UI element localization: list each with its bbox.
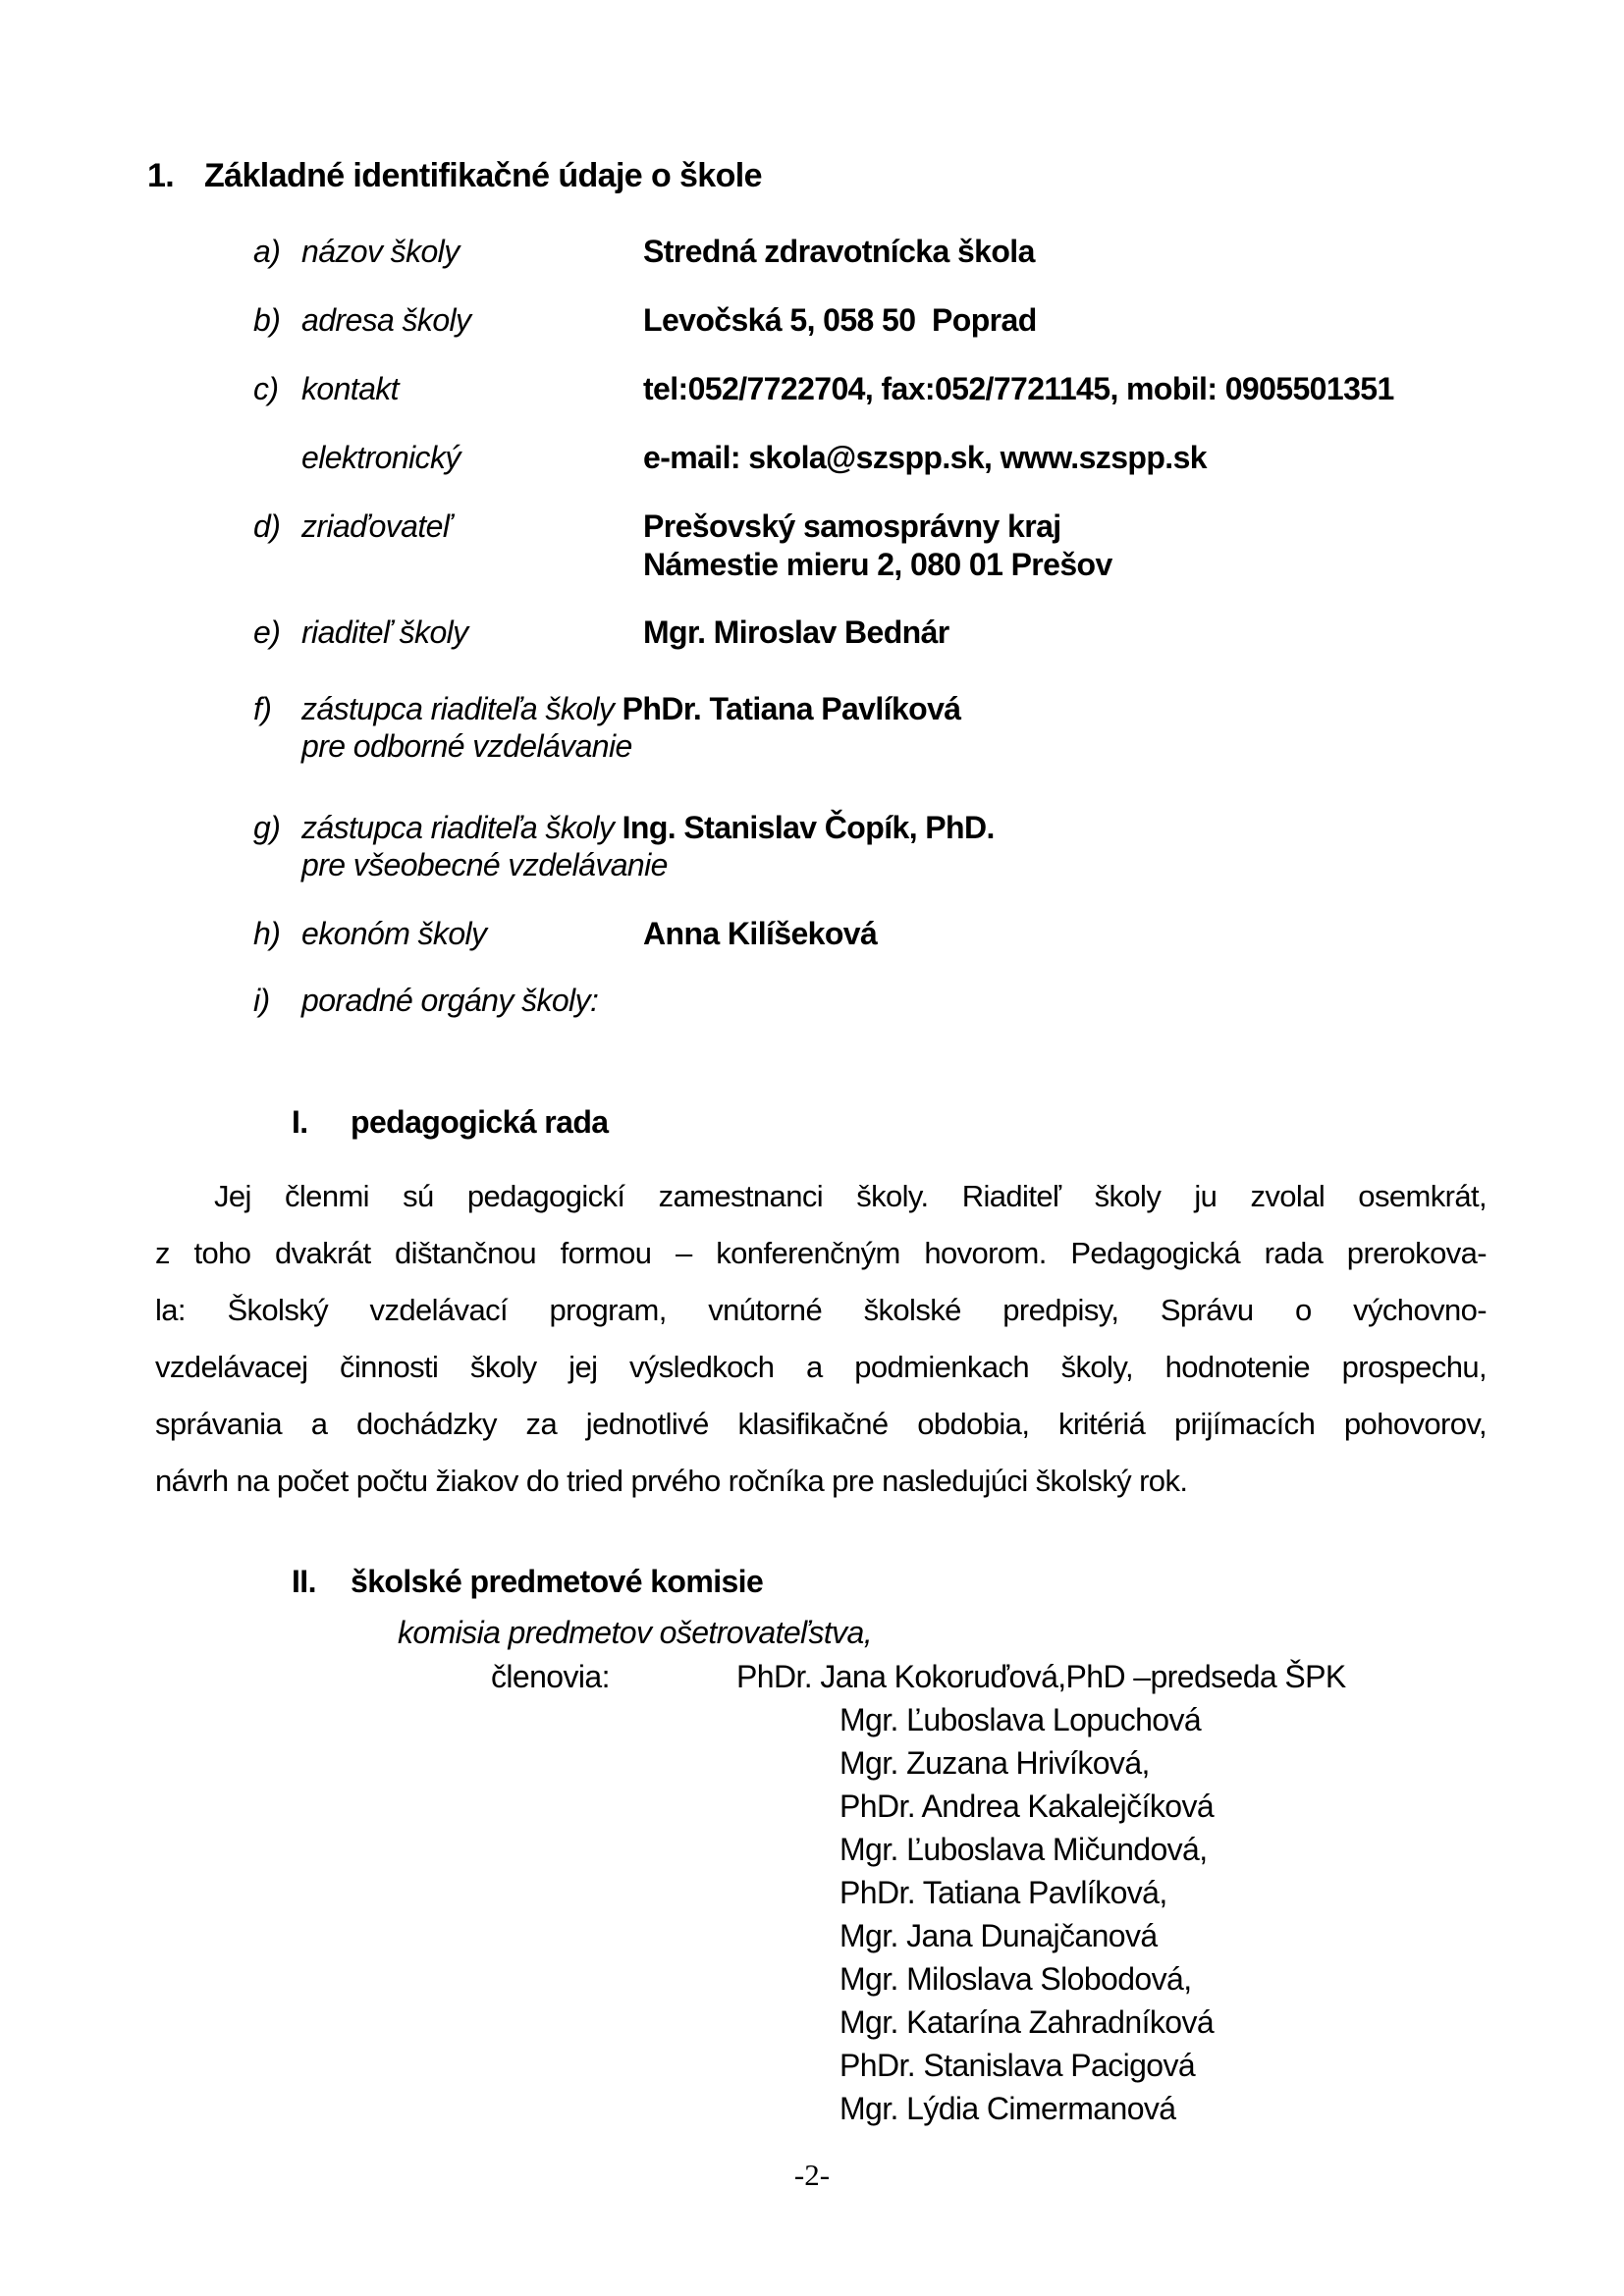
committee-member: PhDr. Andrea Kakalejčíková (839, 1789, 1215, 1824)
heading-text: Základné identifikačné údaje o škole (204, 157, 762, 194)
row-sublabel: pre odborné vzdelávanie (301, 728, 632, 764)
row-value: Prešovský samosprávny kraj (643, 508, 1061, 544)
row-letter: h) (253, 916, 281, 951)
paragraph-line: správania a dochádzky za jednotlivé klasifikačné obdobia, kritériá prijímacích pohovorov, (155, 1407, 1487, 1441)
committee-member: Mgr. Lýdia Cimermanová (839, 2091, 1176, 2126)
committee-member: PhDr. Tatiana Pavlíková, (839, 1875, 1167, 1910)
row-letter: b) (253, 302, 281, 338)
committee-member: Mgr. Ľuboslava Mičundová, (839, 1832, 1208, 1867)
row-line (253, 810, 995, 846)
committee-subtitle: komisia predmetov ošetrovateľstva, (398, 1615, 873, 1650)
paragraph-line: Jej členmi sú pedagogickí zamestnanci školy. Riaditeľ školy ju zvolal osemkrát, (214, 1179, 1487, 1213)
section-title: školské predmetové komisie (351, 1564, 764, 1599)
row-value-line2: Námestie mieru 2, 080 01 Prešov (643, 547, 1112, 582)
row-letter: c) (253, 371, 279, 406)
committee-member: Mgr. Katarína Zahradníková (839, 2004, 1215, 2040)
pedagogicka-rada-paragraph (155, 1168, 1487, 1510)
row-label: zástupca riaditeľa školy (301, 691, 623, 726)
row-letter: g) (253, 810, 281, 845)
committee-chair: PhDr. Jana Kokoruďová,PhD –predseda ŠPK (736, 1659, 1346, 1694)
row-label: kontakt (301, 371, 399, 406)
row-value: Anna Kilíšeková (643, 916, 878, 951)
section-numeral: II. (292, 1564, 316, 1599)
committee-member: Mgr. Ľuboslava Lopuchová (839, 1702, 1202, 1737)
row-value: Mgr. Miroslav Bednár (643, 614, 949, 650)
paragraph-line: vzdelávacej činnosti školy jej výsledkoch a podmienkach školy, hodnotenie prospechu, (155, 1350, 1487, 1384)
row-sublabel: pre všeobecné vzdelávanie (301, 847, 668, 882)
row-label: poradné orgány školy: (301, 983, 599, 1018)
row-label: elektronický (301, 440, 460, 475)
row-letter: f) (253, 691, 272, 726)
row-label: ekonóm školy (301, 916, 487, 951)
row-letter: i) (253, 983, 270, 1018)
paragraph-line: návrh na počet počtu žiakov do tried prvého ročníka pre nasledujúci školský rok. (155, 1464, 1188, 1498)
section-title: pedagogická rada (351, 1104, 609, 1140)
committee-member: PhDr. Stanislava Pacigová (839, 2048, 1196, 2083)
row-label: zriaďovateľ (301, 508, 452, 544)
row-letter: d) (253, 508, 281, 544)
paragraph-line: la: Školský vzdelávací program, vnútorné školské predpisy, Správu o výchovno- (155, 1293, 1487, 1327)
row-line (253, 691, 961, 727)
page-title (147, 157, 762, 195)
members-label: členovia: (491, 1659, 610, 1694)
heading-number: 1. (147, 157, 175, 194)
row-label: riaditeľ školy (301, 614, 468, 650)
committee-member: Mgr. Jana Dunajčanová (839, 1918, 1158, 1953)
committee-member: Mgr. Miloslava Slobodová, (839, 1961, 1192, 1997)
committee-member: Mgr. Zuzana Hrivíková, (839, 1745, 1150, 1781)
row-label: adresa školy (301, 302, 471, 338)
section-numeral: I. (292, 1104, 308, 1140)
row-letter: a) (253, 234, 281, 269)
paragraph-line: z toho dvakrát dištančnou formou – konferenčným hovorom. Pedagogická rada prerokova- (155, 1236, 1487, 1270)
row-value: Stredná zdravotnícka škola (643, 234, 1035, 269)
row-value: Ing. Stanislav Čopík, PhD. (622, 810, 995, 845)
section-2-heading (292, 1564, 763, 1600)
row-label: názov školy (301, 234, 460, 269)
row-value: PhDr. Tatiana Pavlíková (622, 691, 961, 726)
row-letter: e) (253, 614, 281, 650)
row-value: Levočská 5, 058 50 Poprad (643, 302, 1037, 338)
row-value: tel:052/7722704, fax:052/7721145, mobil: 0905501351 (643, 371, 1394, 406)
section-1-heading (292, 1104, 609, 1141)
row-label: zástupca riaditeľa školy (301, 810, 623, 845)
page-number: -2- (793, 2158, 831, 2192)
row-value: e-mail: skola@szspp.sk, www.szspp.sk (643, 440, 1207, 475)
